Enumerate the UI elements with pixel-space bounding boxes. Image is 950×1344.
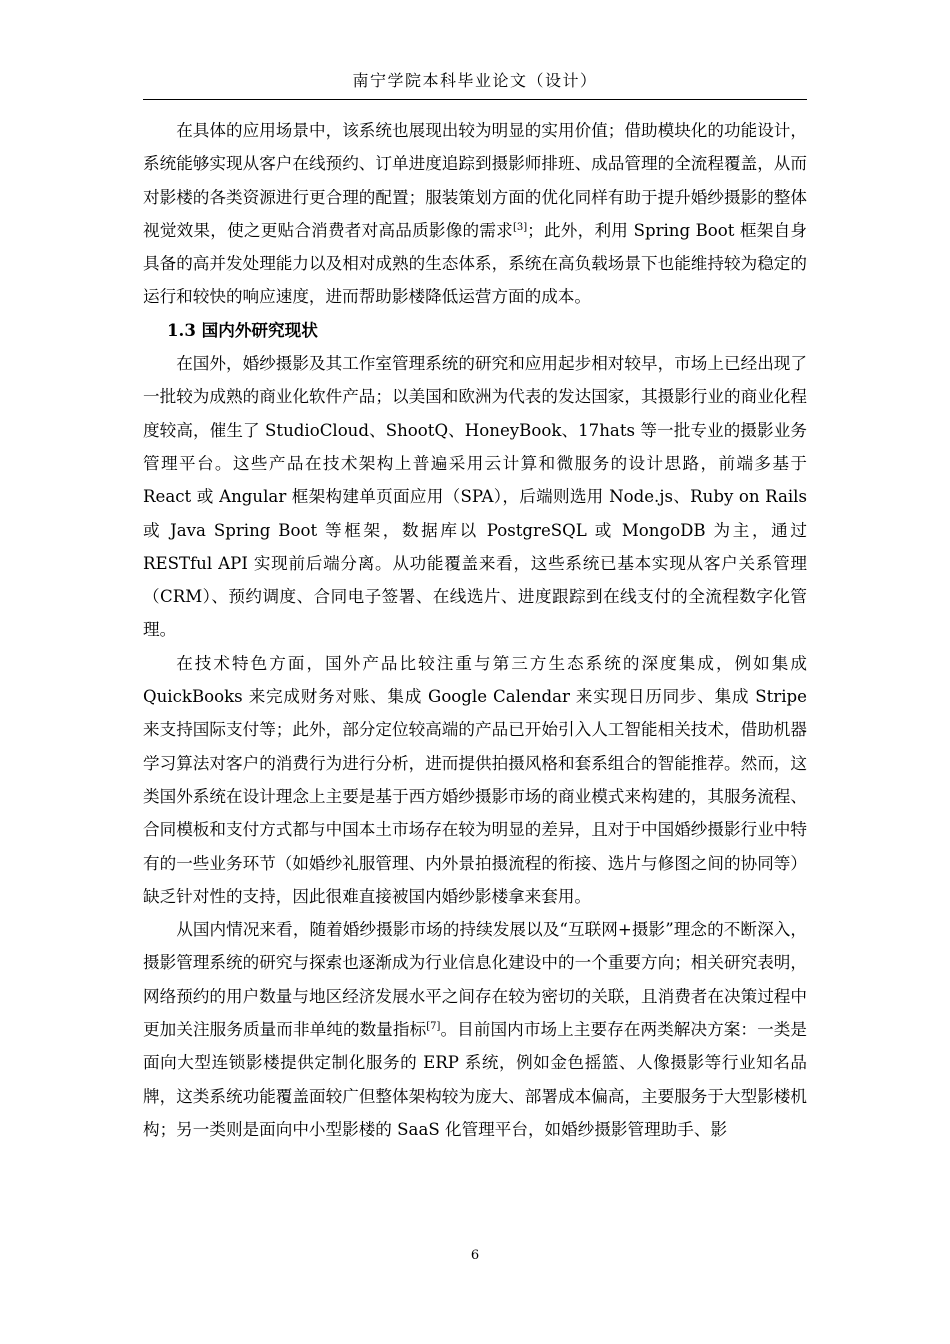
paragraph-foreign-features: 在技术特色方面，国外产品比较注重与第三方生态系统的深度集成，例如集成 QuickBooks 来完成财务对账、集成 Google Calendar 来实现日历同步、集成 Stripe 来支持国际支付等；此外，部分定位较高端的产品已开始引入人工智能相关技术，借助机器学习算法对客户的消费行为进行分析，进而提供拍摄风格和套系组合的智能推荐。然而，这类国外系统在设计理念上主要是基于西方婚纱摄影市场的商业模式来构建的，其服务流程、合同模板和支付方式都与中国本土市场存在较为明显的差异，且对于中国婚纱摄影行业中特有的一些业务环节（如婚纱礼服管理、内外景拍摄流程的衔接、选片与修图之间的协同等）缺乏针对性的支持，因此很难直接被国内婚纱影楼拿来套用。 [143, 653, 807, 906]
paragraph-foreign-research: 在国外，婚纱摄影及其工作室管理系统的研究和应用起步相对较早，市场上已经出现了一批较为成熟的商业化软件产品；以美国和欧洲为代表的发达国家，其摄影行业的商业化程度较高，催生了 StudioCloud、ShootQ、HoneyBook、17hats 等一批专业的摄影业务管理平台。这些产品在技术架构上普遍采用云计算和微服务的设计思路，前端多基于 React 或 Angular 框架构建单页面应用（SPA），后端则选用 Node.js、Ruby on Rails 或 Java Spring Boot 等框架，数据库以 PostgreSQL 或 MongoDB 为主，通过 RESTful API 实现前后端分离。从功能覆盖来看，这些系统已基本实现从客户关系管理（CRM）、预约调度、合同电子签署、在线选片、进度跟踪到在线支付的全流程数字化管理。 [143, 354, 807, 640]
paragraph-text: 在具体的应用场景中，该系统也展现出较为明显的实用价值；借助模块化的功能设计，系统能够实现从客户在线预约、订单进度追踪到摄影师排班、成品管理的全流程覆盖，从而对影楼的各类资源进行更合理的配置；服装策划方面的优化同样有助于提升婚纱摄影的整体视觉效果，使之更贴合消费者对高品质影像的需求 [143, 121, 807, 240]
paragraph-text: 从国内情况来看，随着婚纱摄影市场的持续发展以及“互联网+摄影”理念的不断深入，摄影管理系统的研究与探索也逐渐成为行业信息化建设中的一个重要方向；相关研究表明，网络预约的用户数量与地区经济发展水平之间存在较为密切的关联，且消费者在决策过程中更加关注服务质量而非单纯的数量指标 [143, 920, 807, 1040]
paragraph-text: ；此外，利用 Spring Boot 框架自身具备的高并发处理能力以及相对成熟的生态体系，系统在高负载场景下也能维持较为稳定的运行和较快的响应速度，进而帮助影楼降低运营方面的成本。 [143, 220, 808, 307]
citation-ref: [7] [426, 1021, 441, 1033]
paragraph-domestic-research [143, 913, 807, 1146]
body-text [143, 114, 807, 1146]
paragraph-application-value [143, 114, 807, 314]
citation-ref: [3] [513, 221, 528, 233]
page-number: 6 [470, 1248, 480, 1263]
paragraph-text: 。目前国内市场上主要存在两类解决方案：一类是面向大型连锁影楼提供定制化服务的 ERP 系统，例如金色摇篮、人像摄影等行业知名品牌，这类系统功能覆盖面较广但整体架构较为庞大、部署成本偏高，主要服务于大型影楼机构；另一类则是面向中小型影楼的 SaaS 化管理平台，如婚纱摄影管理助手、影 [143, 1020, 808, 1139]
running-header: 南宁学院本科毕业论文（设计） [143, 70, 807, 100]
section-heading: 1.3 国内外研究现状 [167, 319, 318, 340]
